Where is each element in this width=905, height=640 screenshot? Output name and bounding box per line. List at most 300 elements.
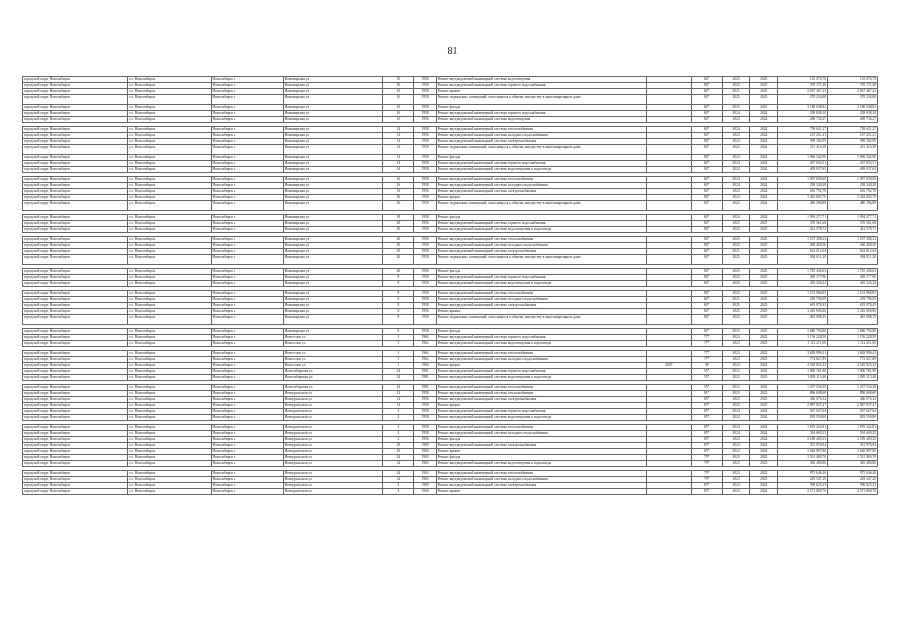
table-cell: 84* [691,89,722,95]
table-cell: Новосибирск г [211,363,283,369]
table-cell: г.о. Новосибирск [128,249,211,255]
table-cell: г.о. Новосибирск [128,133,211,139]
table-cell: Новосибирск г [211,145,283,155]
table-cell: г.о. Новосибирск [128,237,211,243]
table-cell: 238 038,10 [828,111,878,117]
table-cell: городской округ Новосибирск [23,215,128,221]
table-cell: 84* [691,111,722,117]
table-cell: 1 [383,363,414,369]
table-cell: 410 326,24 [828,281,878,287]
table-cell: г.о. Новосибирск [128,335,211,341]
table-cell: 2023 [722,471,750,477]
table-cell: Новомирская ул [283,281,383,287]
table-cell: 34 [383,471,414,477]
table-cell: городской округ Новосибирск [23,255,128,265]
table-cell: городской округ Новосибирск [23,443,128,449]
table-cell: 365 486,86 [778,461,828,467]
table-cell: Новомирская ул [283,291,383,297]
table-cell: 2 987 837,47 [778,403,828,409]
table-cell: Ремонт внутридомовой инженерной системы теплоснабжения [436,237,647,243]
table-cell: Ремонт внутридомовой инженерной системы холодного водоснабжения [436,297,647,303]
table-cell: 394 669,25 [828,431,878,437]
table-cell: 2023 [750,357,778,363]
table-cell: 1 257 534,39 [778,385,828,391]
table-cell: 1958 [414,397,436,403]
table-cell: Ремонт внутридомовой инженерной системы теплоснабжения [436,471,647,477]
table-cell: г.о. Новосибирск [128,363,211,369]
table-cell: Новосибирская ул [283,385,383,391]
table-cell: 8 [383,315,414,325]
table-cell: 2 189 409,25 [828,437,878,443]
table-cell: Новосибирск г [211,139,283,145]
table-cell: 3 180 948,82 [828,105,878,111]
table-cell: 590 625,23 [828,483,878,489]
table-cell: Ремонт крыши [436,489,647,495]
table-cell: 2025 [722,269,750,275]
table-cell: Новосибирск г [211,291,283,297]
table-cell: 2025 [750,315,778,325]
table-cell: 1981 [414,375,436,381]
table-cell: Новомирская ул [283,195,383,201]
table-cell: Ремонт внутридомовой инженерной системы водоотведения и водоотвода [436,461,647,467]
table-cell: Новоуральская ул [283,437,383,443]
table-cell [647,95,691,105]
table-cell: г.о. Новосибирск [128,227,211,233]
table-cell: 2025 [750,275,778,281]
table-cell: Новоуральская ул [283,477,383,483]
table-cell: Ремонт фасада [436,455,647,461]
table-cell: 2025 [750,221,778,227]
table-cell: 2024 [750,167,778,173]
table-cell: Новосибирск г [211,237,283,243]
table-cell: 2025 [722,221,750,227]
table-cell: Новомирская ул [283,95,383,105]
table-cell: Новосибирск г [211,315,283,325]
table-cell: Новосибирск г [211,357,283,363]
table-cell: Новосибирск г [211,375,283,381]
table-cell: 79* [691,471,722,477]
table-cell: 1958 [414,155,436,161]
table-cell: городской округ Новосибирск [23,397,128,403]
table-cell: Ремонт подвальных помещений, относящихся к общему имуществу в многоквартирном доме [436,255,647,265]
table-cell: 2025 [722,237,750,243]
table-cell: г.о. Новосибирск [128,275,211,281]
table-cell: г.о. Новосибирск [128,291,211,297]
table-cell: городской округ Новосибирск [23,117,128,123]
table-cell: городской округ Новосибирск [23,237,128,243]
table-cell: 2023 [750,375,778,381]
table-cell: 2024 [750,201,778,211]
table-cell: 85* [691,409,722,415]
table-cell: 2025 [750,105,778,111]
table-cell: 2024 [750,437,778,443]
table-cell: Новосибирск г [211,177,283,183]
table-cell: г.о. Новосибирск [128,375,211,381]
table-cell: Ремонт подвальных помещений, относящихся к общему имуществу в многоквартирном доме [436,315,647,325]
table-cell: городской округ Новосибирск [23,351,128,357]
table-cell: 2024 [750,489,778,495]
table-cell: городской округ Новосибирск [23,437,128,443]
table-cell: городской округ Новосибирск [23,201,128,211]
table-cell: г.о. Новосибирск [128,111,211,117]
table-cell: 1 620 897,80 [778,449,828,455]
table-cell: Новомирская ул [283,221,383,227]
table-cell: городской округ Новосибирск [23,291,128,297]
table-cell: Ремонт внутридомовой инженерной системы горячего водоснабжения [436,369,647,375]
table-cell: 738 631,27 [778,127,828,133]
table-cell: 2024 [722,127,750,133]
table-cell: 2024 [722,431,750,437]
table-cell: 1960 [414,483,436,489]
table-cell: городской округ Новосибирск [23,391,128,397]
table-cell: 2023 [722,351,750,357]
table-cell: 20 [383,249,414,255]
table-cell: 1964 [414,335,436,341]
table-cell: 1958 [414,161,436,167]
table-cell: Ремонт внутридомовой инженерной системы электроснабжения [436,303,647,309]
table-cell: городской округ Новосибирск [23,269,128,275]
table-cell: 84* [691,105,722,111]
table-cell: Новомирская ул [283,249,383,255]
table-cell: г.о. Новосибирск [128,431,211,437]
table-cell: 14 [383,139,414,145]
table-cell: 567 627,64 [778,409,828,415]
table-cell: 1 097 839,69 [778,177,828,183]
table-cell: Новосибирск г [211,105,283,111]
table-cell: городской округ Новосибирск [23,409,128,415]
table-cell: 10 [383,95,414,105]
table-cell: 8 [383,281,414,287]
table-cell: 14 [383,167,414,173]
table-cell: городской округ Новосибирск [23,249,128,255]
table-cell: 2023 [722,335,750,341]
table-cell: 2 [383,437,414,443]
table-cell: Новосибирск г [211,409,283,415]
table-row [23,255,878,265]
table-cell: городской округ Новосибирск [23,77,128,83]
table-cell: 1 107 308,23 [828,237,878,243]
table-cell: Новоселов ул [283,351,383,357]
table-cell: 2025 [750,309,778,315]
table-cell: г.о. Новосибирск [128,443,211,449]
table-cell: 84* [691,183,722,189]
table-cell: 1958 [414,269,436,275]
table-cell: 1958 [414,309,436,315]
table-cell: городской округ Новосибирск [23,281,128,287]
table-cell: 10 [383,111,414,117]
table-cell: 84* [691,177,722,183]
table-cell [647,489,691,495]
table-cell: 2023 [750,477,778,483]
table-cell: 1958 [414,237,436,243]
table-cell: г.о. Новосибирск [128,489,211,495]
table-cell: Новосибирск г [211,385,283,391]
table-cell: 1964 [414,341,436,347]
table-cell: городской округ Новосибирск [23,315,128,325]
table-cell: Новосибирск г [211,243,283,249]
table-cell: 84* [691,201,722,211]
table-cell: Новосибирск г [211,335,283,341]
table-cell: 8 [383,291,414,297]
table-cell: 1 097 839,69 [828,177,878,183]
table-cell: городской округ Новосибирск [23,221,128,227]
table-cell: Новосибирск г [211,461,283,467]
table-cell: 16 [383,177,414,183]
table-cell: Ремонт крыши [436,449,647,455]
table-cell: Новосибирск г [211,221,283,227]
table-cell: Новосибирск г [211,127,283,133]
table-cell: Ремонт внутридомовой инженерной системы водоотведения [436,77,647,83]
table-cell: 2023 [750,471,778,477]
table-cell: 83* [691,483,722,489]
table-cell: 84* [691,237,722,243]
table-cell: 1 156 228,50 [828,335,878,341]
table-cell: 1958 [414,183,436,189]
table-cell: городской округ Новосибирск [23,357,128,363]
table-cell: 77* [691,335,722,341]
table-cell: 2024 [722,117,750,123]
table-cell: 79* [691,461,722,467]
table-cell: Новомирская ул [283,139,383,145]
table-cell: 896 608,60 [828,391,878,397]
table-cell: 370 561,68 [778,221,828,227]
table-cell: 2024 [722,489,750,495]
table-cell: г.о. Новосибирск [128,189,211,195]
table-cell: 83* [691,403,722,409]
table-cell: 1958 [414,83,436,89]
table-cell: 1958 [414,127,436,133]
table-row [23,145,878,155]
table-cell: 77* [691,357,722,363]
table-cell: городской округ Новосибирск [23,227,128,233]
table-cell: Новомирская ул [283,105,383,111]
table-cell: Новосибирск г [211,275,283,281]
table-cell: Новосибирск г [211,133,283,139]
table-cell: Новосибирск г [211,167,283,173]
table-cell: 14 [383,161,414,167]
table-cell: 2025 [722,455,750,461]
table-cell: городской округ Новосибирск [23,177,128,183]
table-cell: Новоуральская ул [283,443,383,449]
table-cell: г.о. Новосибирск [128,437,211,443]
table-cell: 84* [691,161,722,167]
table-cell: 10 [383,105,414,111]
table-cell: 84* [691,155,722,161]
table-cell: Ремонт внутридомовой инженерной системы теплоснабжения [436,351,647,357]
table-cell: 2 987 837,47 [828,403,878,409]
table-cell: 4 [383,483,414,489]
table-cell: 85* [691,425,722,431]
table-cell: Новоуральская ул [283,461,383,467]
table-cell: 1958 [414,167,436,173]
table-cell: Ремонт внутридомовой инженерной системы теплоснабжения [436,291,647,297]
table-cell: 14 [383,127,414,133]
table-cell: Новомирская ул [283,111,383,117]
table-cell: г.о. Новосибирск [128,455,211,461]
table-cell: 2024 [722,167,750,173]
table-cell: 2025 [750,83,778,89]
table-cell: г.о. Новосибирск [128,215,211,221]
table-cell: Новоселов ул [283,357,383,363]
table-cell: 1958 [414,291,436,297]
table-cell: Ремонт крыши [436,89,647,95]
table-cell: Ремонт внутридомовой инженерной системы холодного водоснабжения [436,183,647,189]
table-cell: 2024 [750,443,778,449]
table-cell: Новомирская ул [283,303,383,309]
table-cell: 2025 [750,291,778,297]
table-cell: 2024 [750,431,778,437]
table-cell: 2025 [750,249,778,255]
table-cell: г.о. Новосибирск [128,83,211,89]
table-cell: 2 037 467,23 [828,89,878,95]
table-cell: Новоуральская ул [283,489,383,495]
table-cell: 494 011,20 [778,255,828,265]
table-cell: 2023 [722,385,750,391]
table-cell: 167 251,41 [778,133,828,139]
table-cell: Новосибирск г [211,455,283,461]
table-cell: 2025 [750,403,778,409]
table-cell: 2024 [750,117,778,123]
table-cell: Новосибирск г [211,449,283,455]
table-cell: Новосибирск г [211,489,283,495]
table-cell: 1 745 446,63 [778,269,828,275]
table-cell: 84* [691,243,722,249]
table-cell: 829 550,80 [828,415,878,421]
table-cell: г.о. Новосибирск [128,161,211,167]
table-cell: 84* [691,117,722,123]
table-cell: 14 [383,133,414,139]
table-cell: 20 [383,269,414,275]
table-cell: 84* [691,189,722,195]
table-cell: 79* [691,477,722,483]
table-cell: 632 012,64 [828,249,878,255]
table-cell: 2024 [722,189,750,195]
table-cell: г.о. Новосибирск [128,461,211,467]
table-cell: 1958 [414,403,436,409]
table-cell: 772 827,89 [778,357,828,363]
table-cell: 84* [691,281,722,287]
table-cell: 77* [691,341,722,347]
table-cell: Ремонт подвальных помещений, относящихся к общему имуществу в многоквартирном доме [436,95,647,105]
table-cell: г.о. Новосибирск [128,281,211,287]
table-cell: 1958 [414,111,436,117]
table-cell: Новоуральская ул [283,391,383,397]
table-cell: г.о. Новосибирск [128,201,211,211]
table-cell: 370 171,38 [828,83,878,89]
table-cell: 2024 [722,183,750,189]
table-cell: г.о. Новосибирск [128,155,211,161]
table-cell: 1960 [414,449,436,455]
table-cell: 259 796,09 [828,297,878,303]
table-cell: 2024 [722,145,750,155]
table-cell: 2024 [750,177,778,183]
table-cell: городской округ Новосибирск [23,127,128,133]
table-cell: 738 631,27 [828,127,878,133]
table-cell: 409 037,65 [828,167,878,173]
table-cell: Ремонт внутридомовой инженерной системы теплоснабжения [436,385,647,391]
table-cell: Ремонт внутридомовой инженерной системы электроснабжения [436,443,647,449]
table-cell: 1958 [414,77,436,83]
table-cell: 366 076,34 [778,397,828,403]
table-cell: Новосибирск г [211,183,283,189]
table-cell: Ремонт внутридомовой инженерной системы электроснабжения [436,139,647,145]
table-cell: 1958 [414,297,436,303]
table-cell: Новосибирск г [211,471,283,477]
table-cell: 1 900 781,90 [828,369,878,375]
table-cell: г.о. Новосибирск [128,477,211,483]
table-cell: 2 [383,415,414,421]
table-cell: 20 [383,237,414,243]
table-cell: 365 486,86 [828,461,878,467]
table-body [23,77,878,495]
table-cell: Ремонт внутридомовой инженерной системы холодного водоснабжения [436,243,647,249]
table-cell: 20 [383,255,414,265]
table-cell: 2025 [750,329,778,335]
table-cell: 2025 [750,255,778,265]
table-cell: Ремонт крыши [436,195,647,201]
table-cell: 2023 [750,391,778,397]
table-row [23,489,878,495]
table-cell: 55* [691,385,722,391]
table-cell: 16 [383,183,414,189]
table-cell: 1 680 794,80 [828,329,878,335]
table-cell: Новосибирск г [211,215,283,221]
table-cell: городской округ Новосибирск [23,483,128,489]
table-cell: 1963 [414,477,436,483]
table-cell: 84* [691,255,722,265]
table-cell: 1958 [414,249,436,255]
table-cell: Ремонт фасада [436,269,647,275]
table-cell: 38 [691,363,722,369]
table-cell: Новоуральская ул [283,397,383,403]
table-cell: 2024 [722,177,750,183]
table-cell: г.о. Новосибирск [128,117,211,123]
table-cell: Новомирская ул [283,243,383,249]
table-cell: 1963 [414,455,436,461]
table-cell: городской округ Новосибирск [23,95,128,105]
table-cell: 2024 [750,425,778,431]
table-cell: 34 [383,477,414,483]
table-cell: 84* [691,83,722,89]
table-cell: 2023 [750,341,778,347]
table-cell: 2025 [722,275,750,281]
table-cell: городской округ Новосибирск [23,195,128,201]
table-cell: городской округ Новосибирск [23,455,128,461]
table-cell: 369 177,96 [828,275,878,281]
table-cell: 1963 [414,471,436,477]
table-cell: 84* [691,215,722,221]
table-cell: 84* [691,309,722,315]
table-cell: 8 [383,303,414,309]
table-cell: Новомирская ул [283,215,383,221]
table-cell: г.о. Новосибирск [128,357,211,363]
table-cell: Новоуральская ул [283,403,383,409]
table-cell: 2023 [722,461,750,467]
table-cell: 2023 [750,461,778,467]
table-cell: 2024 [750,195,778,201]
table-cell: 2 [383,409,414,415]
table-cell: 251 416,30 [778,145,828,155]
table-cell: Новоуральская ул [283,425,383,431]
table-cell: 29 [383,449,414,455]
table-cell: 1958 [414,437,436,443]
table-cell: г.о. Новосибирск [128,195,211,201]
table-cell: 260 469,56 [778,243,828,249]
table-cell: Новомирская ул [283,133,383,139]
table-cell: 251 416,30 [828,145,878,155]
table-cell: 24 [383,385,414,391]
table-cell: г.о. Новосибирск [128,177,211,183]
